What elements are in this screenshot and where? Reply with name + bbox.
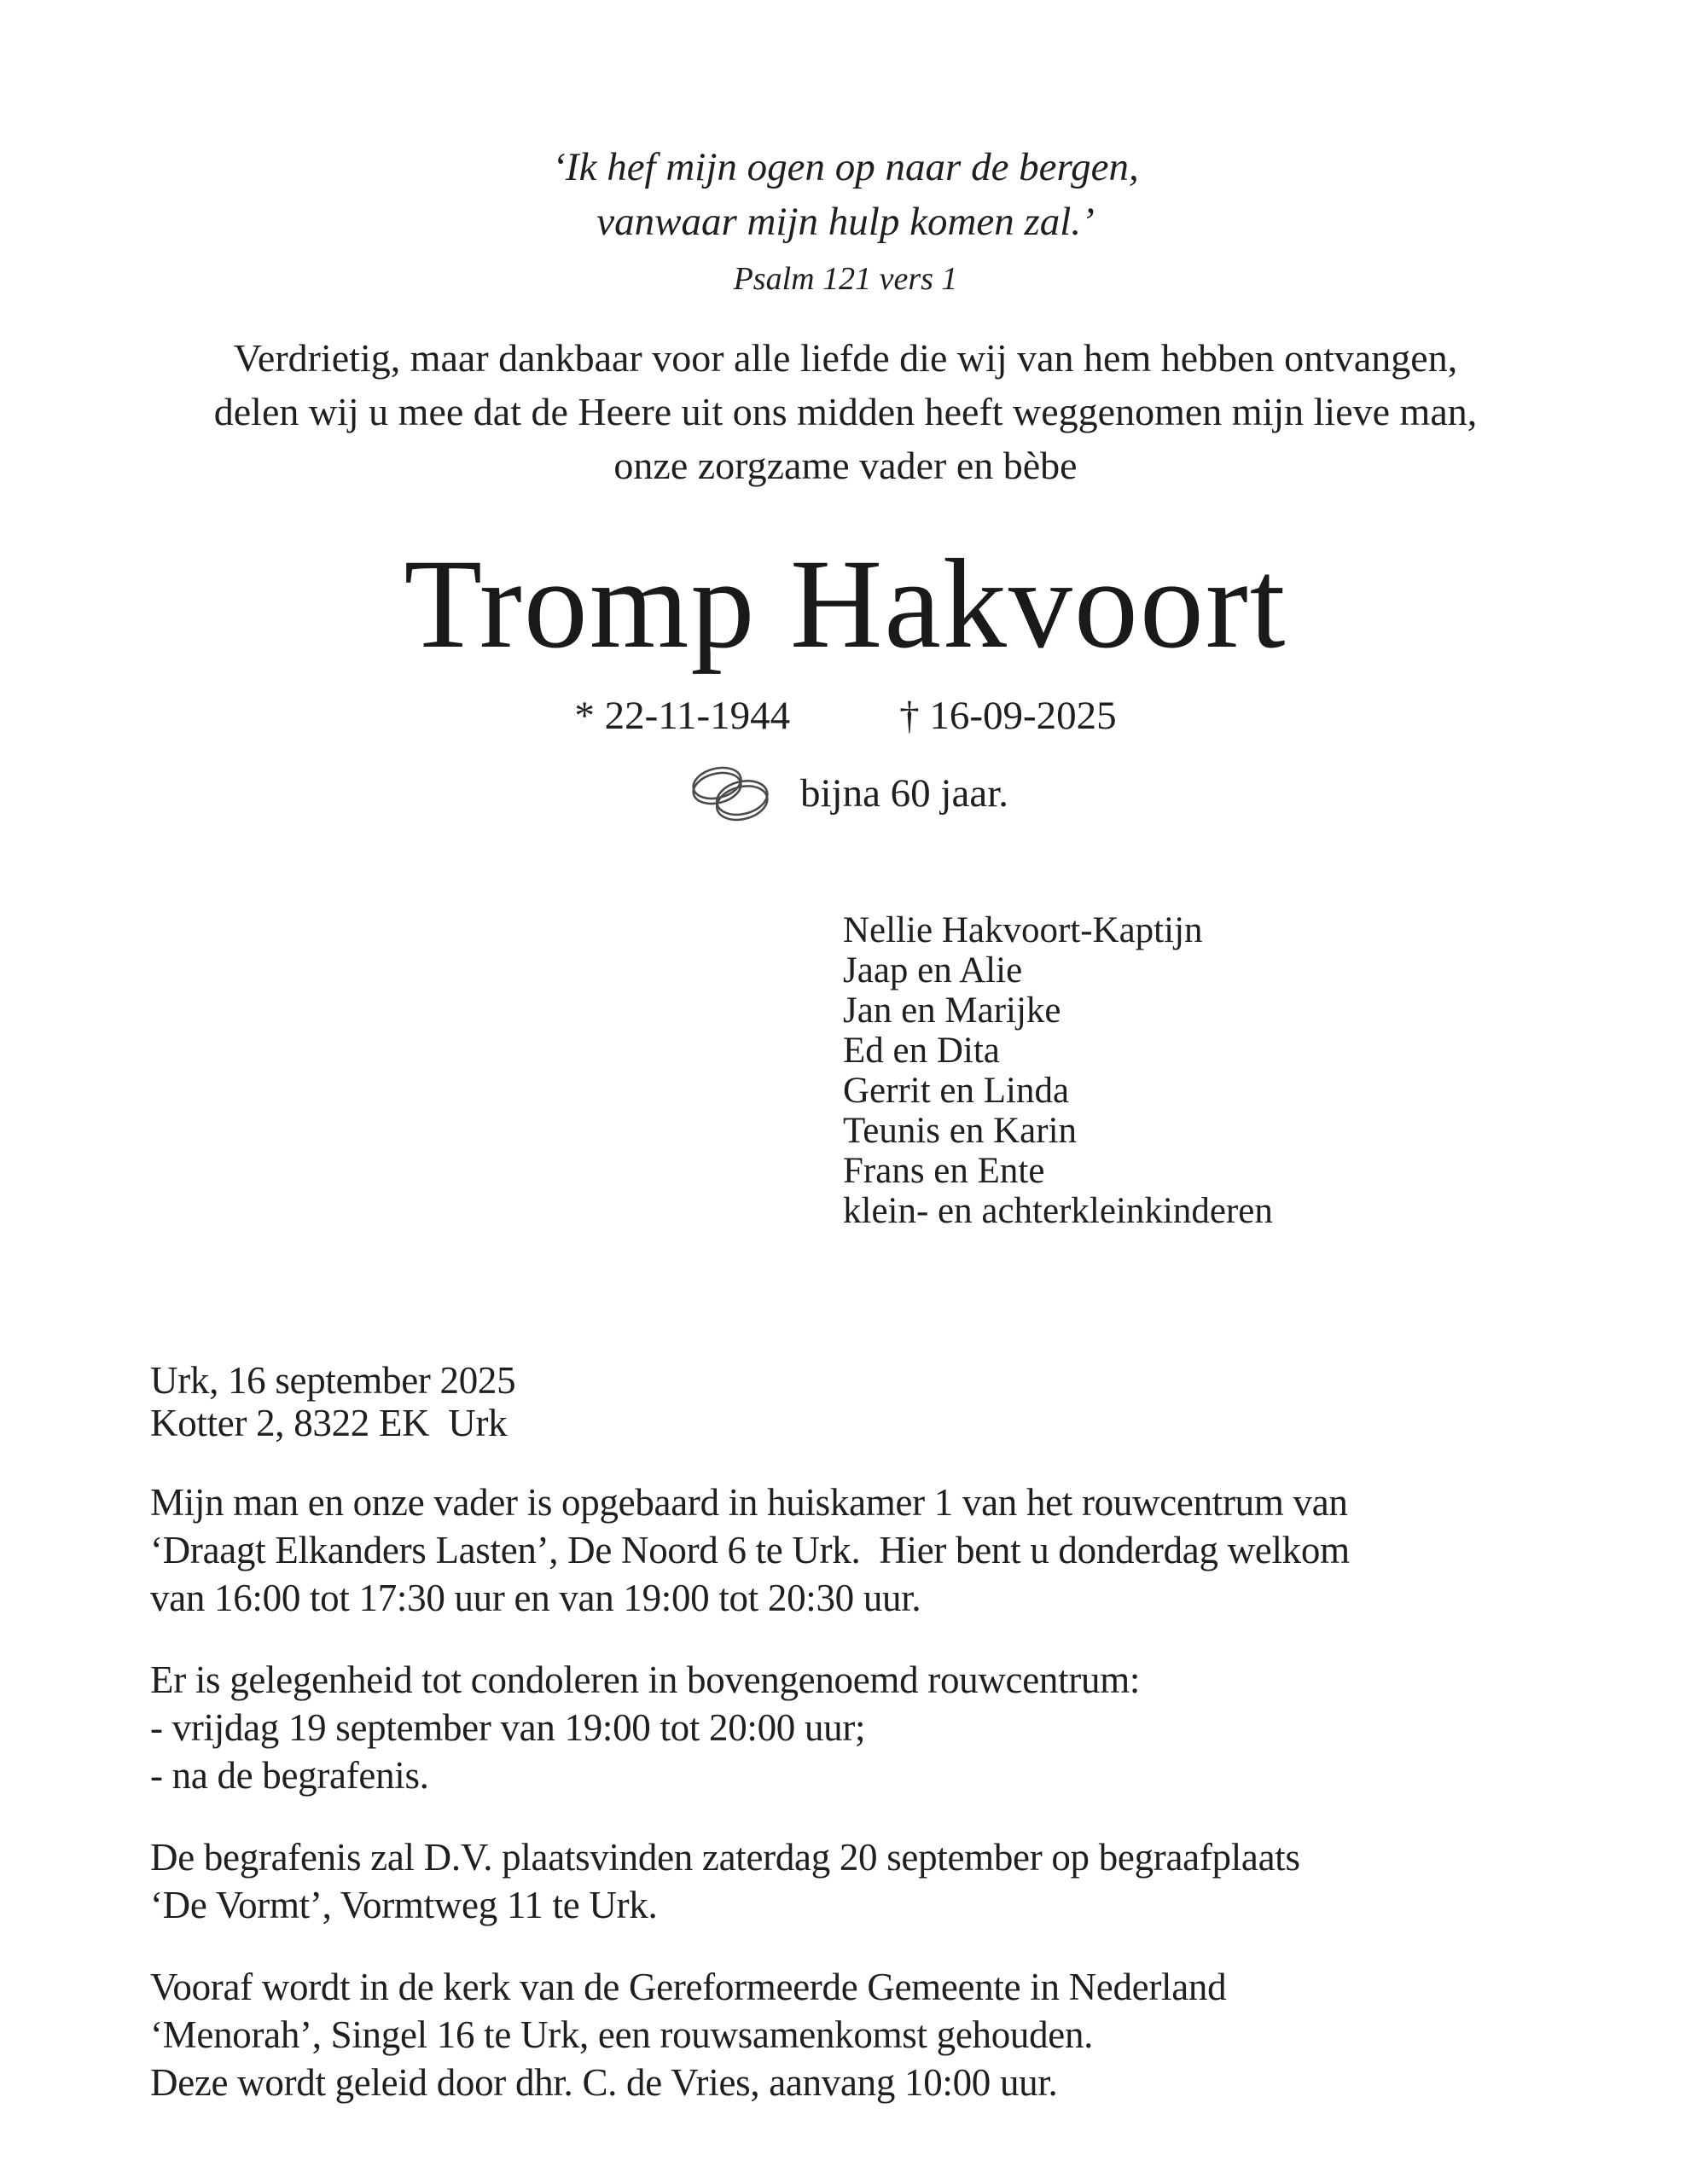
family-member: Jan en Marijke bbox=[843, 990, 1061, 1031]
place-date-block bbox=[150, 1359, 1691, 1444]
viewing-line-1: Mijn man en onze vader is opgebaard in huiskamer 1 van het rouwcentrum van bbox=[150, 1481, 1348, 1524]
quote-line-1: ‘Ik hef mijn ogen op naar de bergen, bbox=[552, 145, 1139, 189]
condolence-line-1: Er is gelegenheid tot condoleren in bovengenoemd rouwcentrum: bbox=[150, 1658, 1141, 1701]
service-info bbox=[150, 1963, 1691, 2106]
service-line-1: Vooraf wordt in de kerk van de Gereformeerde Gemeente in Nederland bbox=[150, 1966, 1227, 2008]
family-member: Gerrit en Linda bbox=[843, 1071, 1070, 1111]
scripture-quote bbox=[0, 0, 1691, 300]
details-section bbox=[150, 1359, 1691, 2106]
family-member: Teunis en Karin bbox=[843, 1111, 1078, 1151]
announcement-line-3: onze zorgzame vader en bèbe bbox=[613, 444, 1078, 487]
place-date: Urk, 16 september 2025 bbox=[150, 1359, 516, 1402]
announcement-line-1: Verdrietig, maar dankbaar voor alle liefde die wij van hem hebben ontvangen, bbox=[233, 336, 1458, 380]
birth-date: * 22-11-1944 bbox=[574, 694, 791, 738]
service-line-2: ‘Menorah’, Singel 16 te Urk, een rouwsamenkomst gehouden. bbox=[150, 2013, 1094, 2056]
family-list bbox=[843, 910, 1691, 1231]
marriage-duration-row bbox=[0, 757, 1691, 830]
marriage-duration: bijna 60 jaar. bbox=[799, 771, 1009, 816]
quote-line-2: vanwaar mijn hulp komen zal.’ bbox=[596, 200, 1095, 244]
quote-source: Psalm 121 vers 1 bbox=[733, 261, 958, 297]
condolence-line-2: - vrijdag 19 september van 19:00 tot 20:00 uur; bbox=[150, 1706, 866, 1749]
viewing-line-2: ‘Draagt Elkanders Lasten’, De Noord 6 te Urk. Hier bent u donderdag welkom bbox=[150, 1529, 1350, 1571]
funeral-line-2: ‘De Vormt’, Vormtweg 11 te Urk. bbox=[150, 1884, 658, 1926]
family-member: Frans en Ente bbox=[843, 1151, 1045, 1191]
death-date: † 16-09-2025 bbox=[899, 694, 1117, 738]
family-member: Jaap en Alie bbox=[843, 950, 1023, 990]
family-member: klein- en achterkleinkinderen bbox=[843, 1191, 1273, 1231]
viewing-line-3: van 16:00 tot 17:30 uur en van 19:00 tot 20:30 uur. bbox=[150, 1577, 921, 1619]
wedding-rings-icon bbox=[683, 757, 778, 830]
family-member: Ed en Dita bbox=[843, 1031, 1000, 1071]
funeral-line-1: De begrafenis zal D.V. plaatsvinden zaterdag 20 september op begraafplaats bbox=[150, 1836, 1300, 1879]
funeral-info bbox=[150, 1833, 1691, 1929]
viewing-info bbox=[150, 1478, 1691, 1622]
condolence-info bbox=[150, 1656, 1691, 1799]
announcement-line-2: delen wij u mee dat de Heere uit ons midden heeft weggenomen mijn lieve man, bbox=[213, 390, 1478, 433]
announcement-text bbox=[0, 331, 1691, 492]
home-address: Kotter 2, 8322 EK Urk bbox=[150, 1402, 508, 1444]
life-dates bbox=[0, 692, 1691, 740]
condolence-line-3: - na de begrafenis. bbox=[150, 1754, 429, 1797]
service-line-3: Deze wordt geleid door dhr. C. de Vries, aanvang 10:00 uur. bbox=[150, 2061, 1058, 2104]
deceased-name: Tromp Hakvoort bbox=[404, 533, 1287, 675]
family-member: Nellie Hakvoort-Kaptijn bbox=[843, 910, 1203, 950]
